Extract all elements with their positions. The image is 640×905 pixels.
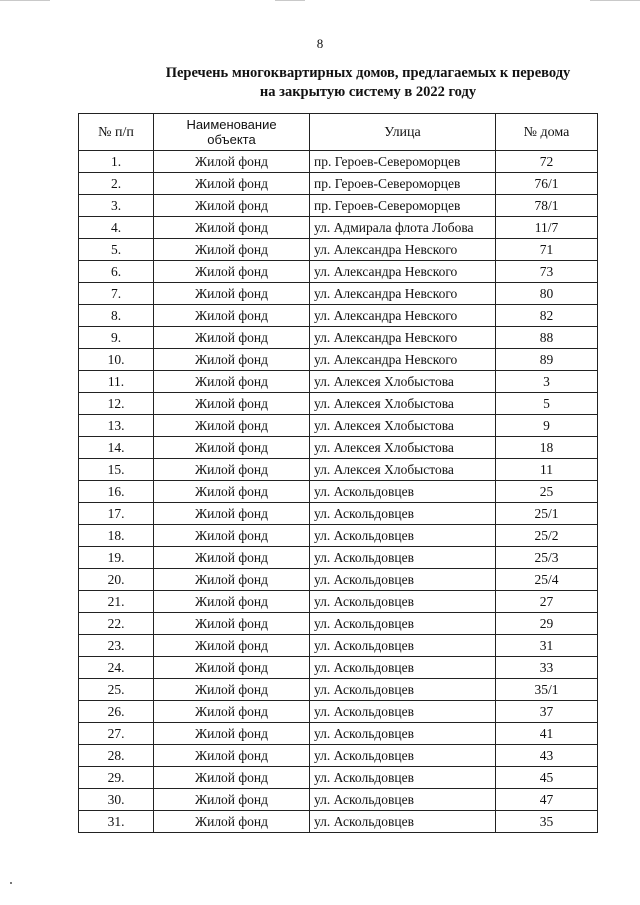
row-house: 72	[496, 151, 598, 173]
row-number: 27.	[79, 723, 154, 745]
row-street: ул. Аскольдовцев	[310, 811, 496, 833]
row-number: 10.	[79, 349, 154, 371]
row-object: Жилой фонд	[154, 525, 310, 547]
row-street: ул. Аскольдовцев	[310, 789, 496, 811]
row-object: Жилой фонд	[154, 239, 310, 261]
row-object: Жилой фонд	[154, 635, 310, 657]
row-street: пр. Героев-Североморцев	[310, 151, 496, 173]
table-body	[79, 151, 598, 833]
table-row	[79, 767, 598, 789]
table-row	[79, 503, 598, 525]
scan-edge-line-right	[590, 0, 640, 1]
row-street: ул. Алексея Хлобыстова	[310, 415, 496, 437]
table-row	[79, 393, 598, 415]
row-street: ул. Александра Невского	[310, 327, 496, 349]
row-house: 35	[496, 811, 598, 833]
table-row	[79, 679, 598, 701]
header-row	[79, 114, 598, 151]
row-street: ул. Алексея Хлобыстова	[310, 459, 496, 481]
row-object: Жилой фонд	[154, 569, 310, 591]
header-house: № дома	[496, 114, 598, 151]
row-object: Жилой фонд	[154, 305, 310, 327]
row-house: 11	[496, 459, 598, 481]
table-row	[79, 173, 598, 195]
row-street: ул. Алексея Хлобыстова	[310, 437, 496, 459]
row-object: Жилой фонд	[154, 371, 310, 393]
row-house: 89	[496, 349, 598, 371]
header-object	[154, 114, 310, 151]
table-row	[79, 547, 598, 569]
row-house: 31	[496, 635, 598, 657]
table-row	[79, 217, 598, 239]
row-object: Жилой фонд	[154, 723, 310, 745]
row-object: Жилой фонд	[154, 547, 310, 569]
row-house: 73	[496, 261, 598, 283]
row-number: 15.	[79, 459, 154, 481]
row-object: Жилой фонд	[154, 459, 310, 481]
table-row	[79, 415, 598, 437]
table-row	[79, 349, 598, 371]
row-house: 5	[496, 393, 598, 415]
row-object: Жилой фонд	[154, 283, 310, 305]
row-object: Жилой фонд	[154, 327, 310, 349]
row-street: ул. Аскольдовцев	[310, 481, 496, 503]
row-house: 3	[496, 371, 598, 393]
row-number: 26.	[79, 701, 154, 723]
row-street: ул. Аскольдовцев	[310, 635, 496, 657]
scan-edge-line-left	[0, 0, 50, 1]
table-row	[79, 701, 598, 723]
row-street: ул. Аскольдовцев	[310, 657, 496, 679]
row-number: 16.	[79, 481, 154, 503]
document-title	[138, 64, 598, 102]
row-number: 12.	[79, 393, 154, 415]
row-number: 5.	[79, 239, 154, 261]
row-number: 3.	[79, 195, 154, 217]
row-house: 78/1	[496, 195, 598, 217]
row-number: 11.	[79, 371, 154, 393]
row-street: ул. Александра Невского	[310, 239, 496, 261]
scan-edge-line-center	[275, 0, 305, 1]
row-house: 18	[496, 437, 598, 459]
row-object: Жилой фонд	[154, 679, 310, 701]
table-row	[79, 591, 598, 613]
table-row	[79, 745, 598, 767]
table-row	[79, 569, 598, 591]
row-number: 28.	[79, 745, 154, 767]
row-object: Жилой фонд	[154, 349, 310, 371]
row-street: ул. Аскольдовцев	[310, 613, 496, 635]
row-house: 43	[496, 745, 598, 767]
row-street: ул. Александра Невского	[310, 305, 496, 327]
table-row	[79, 151, 598, 173]
table-row	[79, 305, 598, 327]
row-street: ул. Аскольдовцев	[310, 723, 496, 745]
table-row	[79, 657, 598, 679]
row-object: Жилой фонд	[154, 789, 310, 811]
row-number: 22.	[79, 613, 154, 635]
row-house: 41	[496, 723, 598, 745]
row-object: Жилой фонд	[154, 767, 310, 789]
row-number: 7.	[79, 283, 154, 305]
row-house: 9	[496, 415, 598, 437]
header-object-line-2: объекта	[207, 132, 256, 147]
row-house: 45	[496, 767, 598, 789]
title-line-1: Перечень многоквартирных домов, предлагаемых к переводу	[165, 65, 571, 81]
row-number: 18.	[79, 525, 154, 547]
row-street: ул. Аскольдовцев	[310, 745, 496, 767]
row-street: ул. Аскольдовцев	[310, 591, 496, 613]
table-row	[79, 789, 598, 811]
row-street: ул. Алексея Хлобыстова	[310, 371, 496, 393]
table-row	[79, 283, 598, 305]
row-street: ул. Александра Невского	[310, 283, 496, 305]
row-object: Жилой фонд	[154, 613, 310, 635]
row-object: Жилой фонд	[154, 657, 310, 679]
table-row	[79, 371, 598, 393]
header-number: № п/п	[79, 114, 154, 151]
row-street: ул. Александра Невского	[310, 349, 496, 371]
row-object: Жилой фонд	[154, 745, 310, 767]
row-house: 11/7	[496, 217, 598, 239]
row-number: 2.	[79, 173, 154, 195]
row-object: Жилой фонд	[154, 173, 310, 195]
margin-speck	[10, 882, 12, 884]
table-row	[79, 261, 598, 283]
row-number: 1.	[79, 151, 154, 173]
row-object: Жилой фонд	[154, 415, 310, 437]
header-street: Улица	[310, 114, 496, 151]
row-house: 25/2	[496, 525, 598, 547]
row-object: Жилой фонд	[154, 195, 310, 217]
row-street: ул. Адмирала флота Лобова	[310, 217, 496, 239]
row-house: 47	[496, 789, 598, 811]
title-line-2: на закрытую систему в 2022 году	[259, 84, 477, 100]
table-header	[79, 114, 598, 151]
row-number: 14.	[79, 437, 154, 459]
row-number: 13.	[79, 415, 154, 437]
row-object: Жилой фонд	[154, 811, 310, 833]
row-street: ул. Аскольдовцев	[310, 679, 496, 701]
row-house: 25/4	[496, 569, 598, 591]
row-street: ул. Аскольдовцев	[310, 503, 496, 525]
row-street: ул. Аскольдовцев	[310, 767, 496, 789]
row-street: ул. Аскольдовцев	[310, 525, 496, 547]
row-house: 25	[496, 481, 598, 503]
header-object-line-1: Наименование	[186, 117, 277, 132]
row-house: 82	[496, 305, 598, 327]
row-number: 25.	[79, 679, 154, 701]
row-street: пр. Героев-Североморцев	[310, 173, 496, 195]
row-number: 9.	[79, 327, 154, 349]
housing-list-table	[78, 113, 598, 833]
row-object: Жилой фонд	[154, 701, 310, 723]
page-number: 8	[316, 36, 324, 51]
row-object: Жилой фонд	[154, 481, 310, 503]
row-number: 4.	[79, 217, 154, 239]
row-object: Жилой фонд	[154, 503, 310, 525]
row-number: 17.	[79, 503, 154, 525]
row-number: 20.	[79, 569, 154, 591]
row-house: 37	[496, 701, 598, 723]
table-row	[79, 635, 598, 657]
row-number: 23.	[79, 635, 154, 657]
row-number: 29.	[79, 767, 154, 789]
row-house: 29	[496, 613, 598, 635]
table-row	[79, 723, 598, 745]
row-house: 25/3	[496, 547, 598, 569]
row-number: 8.	[79, 305, 154, 327]
table-row	[79, 327, 598, 349]
row-number: 24.	[79, 657, 154, 679]
table-row	[79, 481, 598, 503]
row-house: 80	[496, 283, 598, 305]
row-number: 31.	[79, 811, 154, 833]
row-object: Жилой фонд	[154, 151, 310, 173]
row-object: Жилой фонд	[154, 591, 310, 613]
row-house: 27	[496, 591, 598, 613]
table-row	[79, 811, 598, 833]
row-street: ул. Аскольдовцев	[310, 547, 496, 569]
row-street: ул. Александра Невского	[310, 261, 496, 283]
table-row	[79, 613, 598, 635]
row-house: 33	[496, 657, 598, 679]
table-row	[79, 525, 598, 547]
row-street: пр. Героев-Североморцев	[310, 195, 496, 217]
table-row	[79, 195, 598, 217]
row-house: 88	[496, 327, 598, 349]
table-row	[79, 239, 598, 261]
row-number: 6.	[79, 261, 154, 283]
row-house: 25/1	[496, 503, 598, 525]
row-number: 30.	[79, 789, 154, 811]
row-street: ул. Алексея Хлобыстова	[310, 393, 496, 415]
row-house: 76/1	[496, 173, 598, 195]
row-object: Жилой фонд	[154, 393, 310, 415]
row-object: Жилой фонд	[154, 217, 310, 239]
row-street: ул. Аскольдовцев	[310, 569, 496, 591]
row-street: ул. Аскольдовцев	[310, 701, 496, 723]
row-object: Жилой фонд	[154, 437, 310, 459]
row-house: 35/1	[496, 679, 598, 701]
table-row	[79, 459, 598, 481]
row-number: 19.	[79, 547, 154, 569]
row-number: 21.	[79, 591, 154, 613]
row-house: 71	[496, 239, 598, 261]
table-row	[79, 437, 598, 459]
row-object: Жилой фонд	[154, 261, 310, 283]
